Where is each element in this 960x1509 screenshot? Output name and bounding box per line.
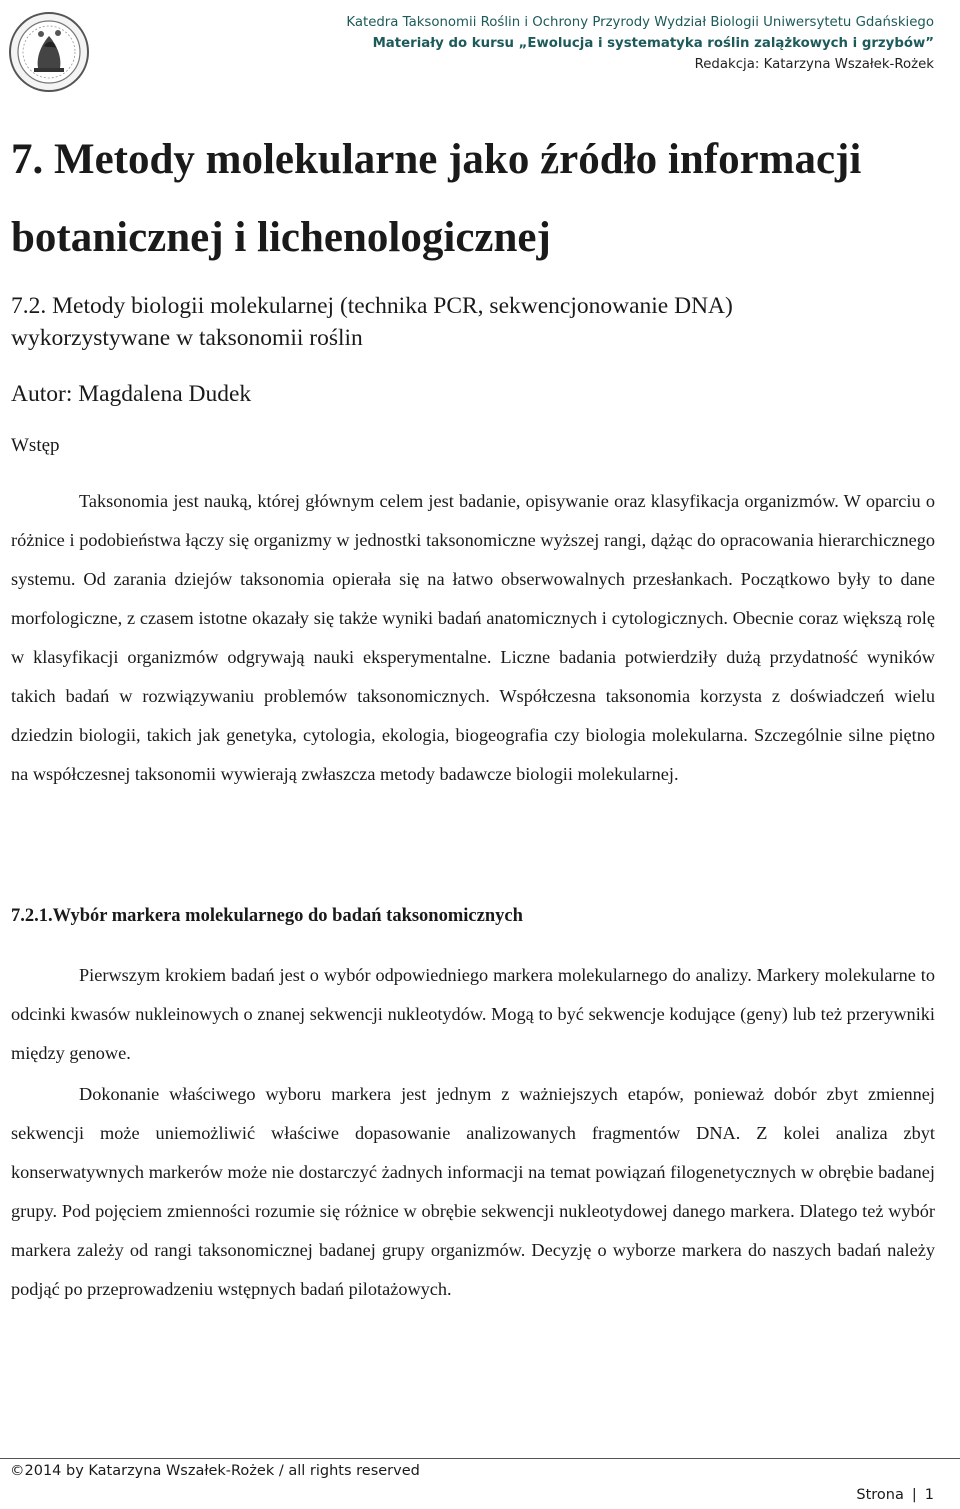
intro-paragraph: Taksonomia jest nauką, której głównym celem jest badanie, opisywanie oraz klasyfikacja organizmów. W oparciu o różnice i podobieństwa łączy się organizmy w jednostki taksonomiczne wyższej rangi, dążąc do opracowania hierarchicznego systemu. Od zarania dziejów taksonomia opierała się na łatwo obserwowalnych przesłankach. Początkowo były to dane morfologiczne, z czasem istotne okazały się także wyniki badań anatomicznych i cytologicznych. Obecnie coraz większą rolę w klasyfikacji organizmów odgrywają nauki eksperymentalne. Liczne badania potwierdziły dużą przydatność wyników takich badań w rozwiązywaniu problemów taksonomicznych. Współczesna taksonomia korzysta z doświadczeń wielu dziedzin biologii, takich jak genetyka, cytologia, ekologia, biogeografia czy biologia molekularna. Szczególnie silne piętno na współczesnej taksonomii wywierają zwłaszcza metody badawcze biologii molekularnej.: [11, 491, 935, 784]
section-paragraph-2: Dokonanie właściwego wyboru markera jest jednym z ważniejszych etapów, ponieważ dobór zbyt zmiennej sekwencji może uniemożliwić właściwe dopasowanie analizowanych fragmentów DNA. Z kolei analiza zbyt konserwatywnych markerów może nie dostarczyć żadnych informacji na temat powiązań filogenetycznych w obrębie badanej grupy. Pod pojęciem zmienności rozumie się różnice w obrębie sekwencji nukleotydowej danego markera. Dlatego też wybór markera zależy od rangi taksonomicznej badanej grupy organizmów. Decyzję o wyborze markera do naszych badań należy podjąć po przeprowadzeniu wstępnych badań pilotażowych.: [11, 1084, 935, 1299]
footer-copyright: ©2014 by Katarzyna Wszałek-Rożek / all rights reserved: [10, 1463, 420, 1479]
page-label: Strona: [856, 1487, 904, 1503]
footer-divider: [0, 1458, 960, 1459]
header-department: Katedra Taksonomii Roślin i Ochrony Przyrody Wydział Biologii Uniwersytetu Gdańskiego: [346, 15, 934, 30]
page-title-line-2: botanicznej i lichenologicznej: [11, 214, 551, 261]
university-seal-icon: [8, 6, 90, 98]
subtitle-line-2: wykorzystywane w taksonomii roślin: [11, 325, 363, 351]
intro-heading: Wstęp: [11, 435, 60, 456]
page-separator: |: [911, 1487, 917, 1503]
section-paragraph-1: Pierwszym krokiem badań jest o wybór odpowiedniego markera molekularnego do analizy. Markery molekularne to odcinki kwasów nukleinowych o znanej sekwencji nukleotydów. Mogą to być sekwencje kodujące (geny) lub też przerywniki między genowe.: [11, 965, 935, 1063]
section-heading: 7.2.1.Wybór markera molekularnego do badań taksonomicznych: [11, 906, 523, 926]
page-number: 1: [924, 1487, 934, 1503]
page-header: [0, 0, 960, 100]
header-course: Materiały do kursu „Ewolucja i systematyka roślin zalążkowych i grzybów”: [372, 36, 934, 51]
header-editor: Redakcja: Katarzyna Wszałek-Rożek: [694, 57, 934, 72]
page-title-line-1: 7. Metody molekularne jako źródło informacji: [11, 136, 862, 183]
footer-page-number: [856, 1487, 934, 1503]
author-line: Autor: Magdalena Dudek: [11, 381, 252, 407]
subtitle-line-1: 7.2. Metody biologii molekularnej (technika PCR, sekwencjonowanie DNA): [11, 293, 733, 319]
